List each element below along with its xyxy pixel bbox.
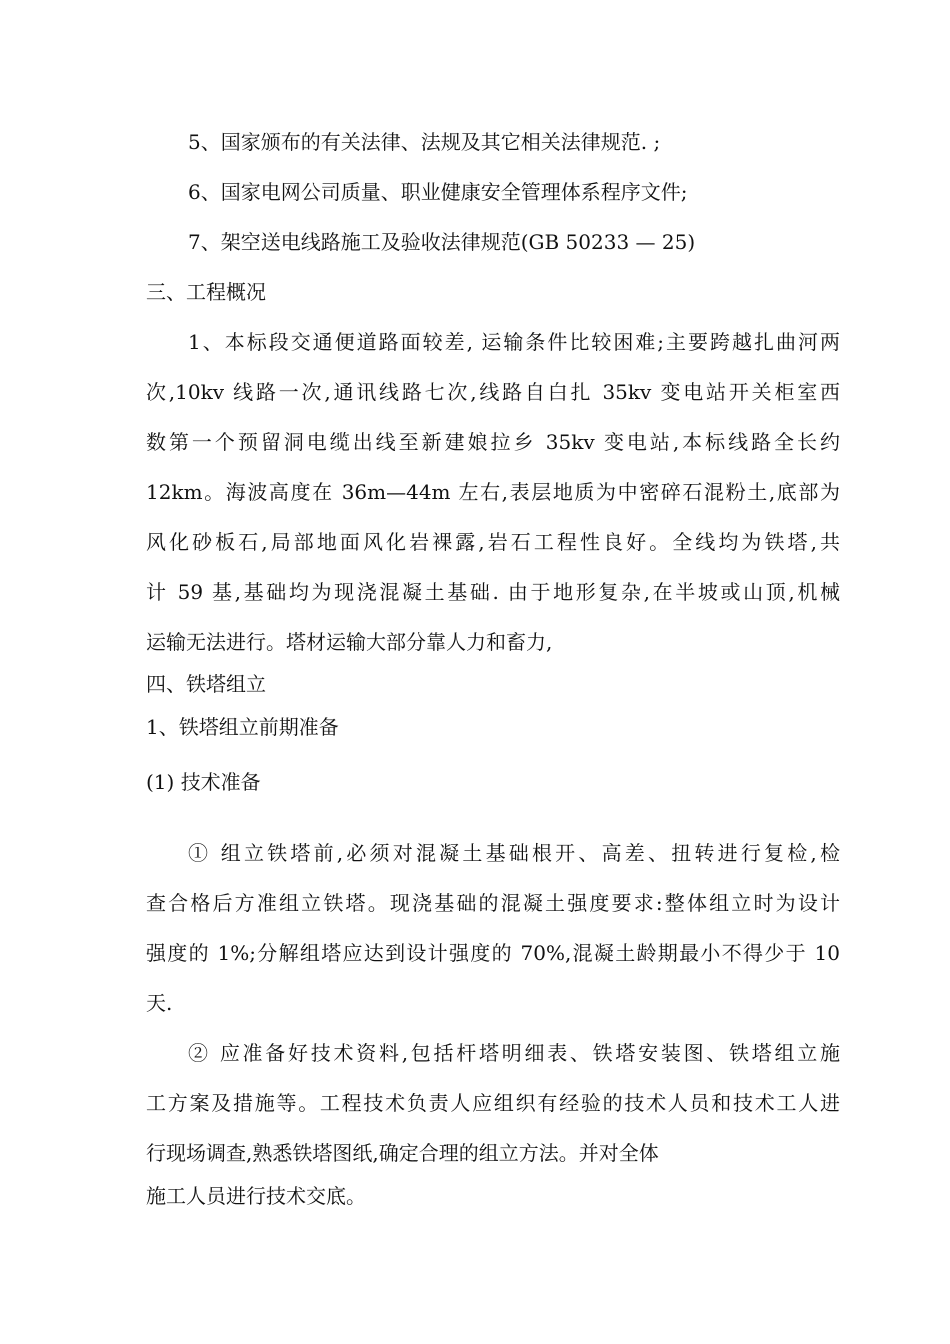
paragraph-line: 天.: [146, 991, 173, 1015]
list-item: 7、架空送电线路施工及验收法律规范(GB 50233 — 25): [188, 230, 696, 254]
paragraph-line: 风化砂板石,局部地面风化岩裸露,岩石工程性良好。全线均为铁塔,共: [146, 530, 840, 554]
paragraph-line: 12km。海波高度在 36m—44m 左右,表层地质为中密碎石混粉土,底部为: [146, 480, 840, 504]
subsection-heading: 1、铁塔组立前期准备: [146, 715, 339, 739]
list-item: 5、国家颁布的有关法律、法规及其它相关法律规范. ;: [188, 130, 661, 154]
paragraph-line: 行现场调查,熟悉铁塔图纸,确定合理的组立方法。并对全体: [146, 1141, 659, 1165]
list-item: 6、国家电网公司质量、职业健康安全管理体系程序文件;: [188, 180, 688, 204]
subsection-heading: (1) 技术准备: [146, 770, 261, 794]
paragraph-line: 1、本标段交通便道路面较差, 运输条件比较困难;主要跨越扎曲河两: [188, 330, 840, 354]
paragraph-line: ② 应准备好技术资料,包括杆塔明细表、铁塔安装图、铁塔组立施: [188, 1041, 840, 1065]
paragraph-line: ① 组立铁塔前,必须对混凝土基础根开、高差、扭转进行复检,检: [188, 841, 840, 865]
paragraph-line: 计 59 基,基础均为现浇混凝土基础. 由于地形复杂,在半坡或山顶,机械: [146, 580, 840, 604]
paragraph-line: 次,10kv 线路一次,通讯线路七次,线路自白扎 35kv 变电站开关柜室西: [146, 380, 840, 404]
paragraph-line: 运输无法进行。塔材运输大部分靠人力和畜力,: [146, 630, 553, 654]
paragraph-line: 查合格后方准组立铁塔。现浇基础的混凝土强度要求:整体组立时为设计: [146, 891, 840, 915]
paragraph-line: 数第一个预留洞电缆出线至新建娘拉乡 35kv 变电站,本标线路全长约: [146, 430, 840, 454]
section-heading: 三、工程概况: [146, 280, 266, 304]
paragraph-line: 施工人员进行技术交底。: [146, 1184, 366, 1208]
paragraph-line: 工方案及措施等。工程技术负责人应组织有经验的技术人员和技术工人进: [146, 1091, 840, 1115]
section-heading: 四、铁塔组立: [146, 672, 266, 696]
paragraph-line: 强度的 1%;分解组塔应达到设计强度的 70%,混凝土龄期最小不得少于 10: [146, 941, 840, 965]
